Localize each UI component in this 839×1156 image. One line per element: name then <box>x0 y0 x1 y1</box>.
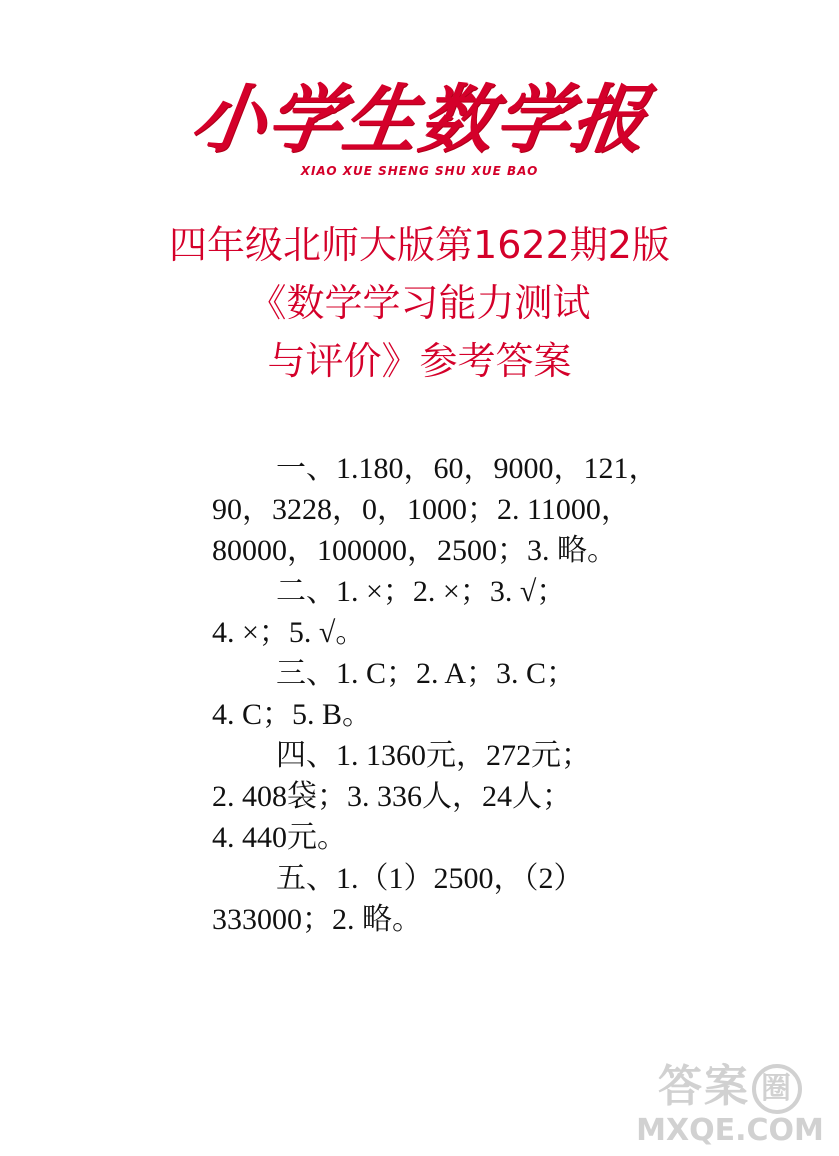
answer-line: 4. C；5. B。 <box>212 698 373 731</box>
newspaper-logo: 小学生数学报 <box>185 77 654 163</box>
watermark-chars: 答案 <box>658 1061 750 1112</box>
watermark-url: MXQE.COM <box>636 1113 824 1148</box>
newspaper-pinyin: XIAO XUE SHENG SHU XUE BAO <box>300 164 539 178</box>
answer-line: 三、1. C；2. A；3. C； <box>276 657 577 690</box>
document-title <box>0 216 839 390</box>
title-line-2: 《数学学习能力测试 <box>248 281 591 325</box>
answer-line: 四、1. 1360元，272元； <box>276 739 591 772</box>
watermark-circle-icon: 圈 <box>752 1064 802 1114</box>
answer-line: 90，3228，0，1000；2. 11000， <box>212 493 631 526</box>
title-line-1: 四年级北师大版第1622期2版 <box>169 223 670 267</box>
answer-line: 五、1.（1）2500，（2） <box>276 862 584 895</box>
answer-line: 2. 408袋；3. 336人，24人； <box>212 780 572 813</box>
answer-line: 4. 440元。 <box>212 821 347 854</box>
answer-line: 333000；2. 略。 <box>212 903 422 936</box>
site-watermark <box>635 1062 825 1148</box>
answer-line: 二、1. ×；2. ×；3. √； <box>276 575 567 608</box>
answer-key <box>212 448 659 940</box>
answer-line: 一、1.180，60，9000，121， <box>276 452 659 485</box>
watermark-text <box>635 1062 825 1114</box>
answer-line: 4. ×；5. √。 <box>212 616 366 649</box>
title-line-3: 与评价》参考答案 <box>267 339 572 383</box>
answer-line: 80000，100000，2500；3. 略。 <box>212 534 617 567</box>
masthead <box>0 78 839 178</box>
